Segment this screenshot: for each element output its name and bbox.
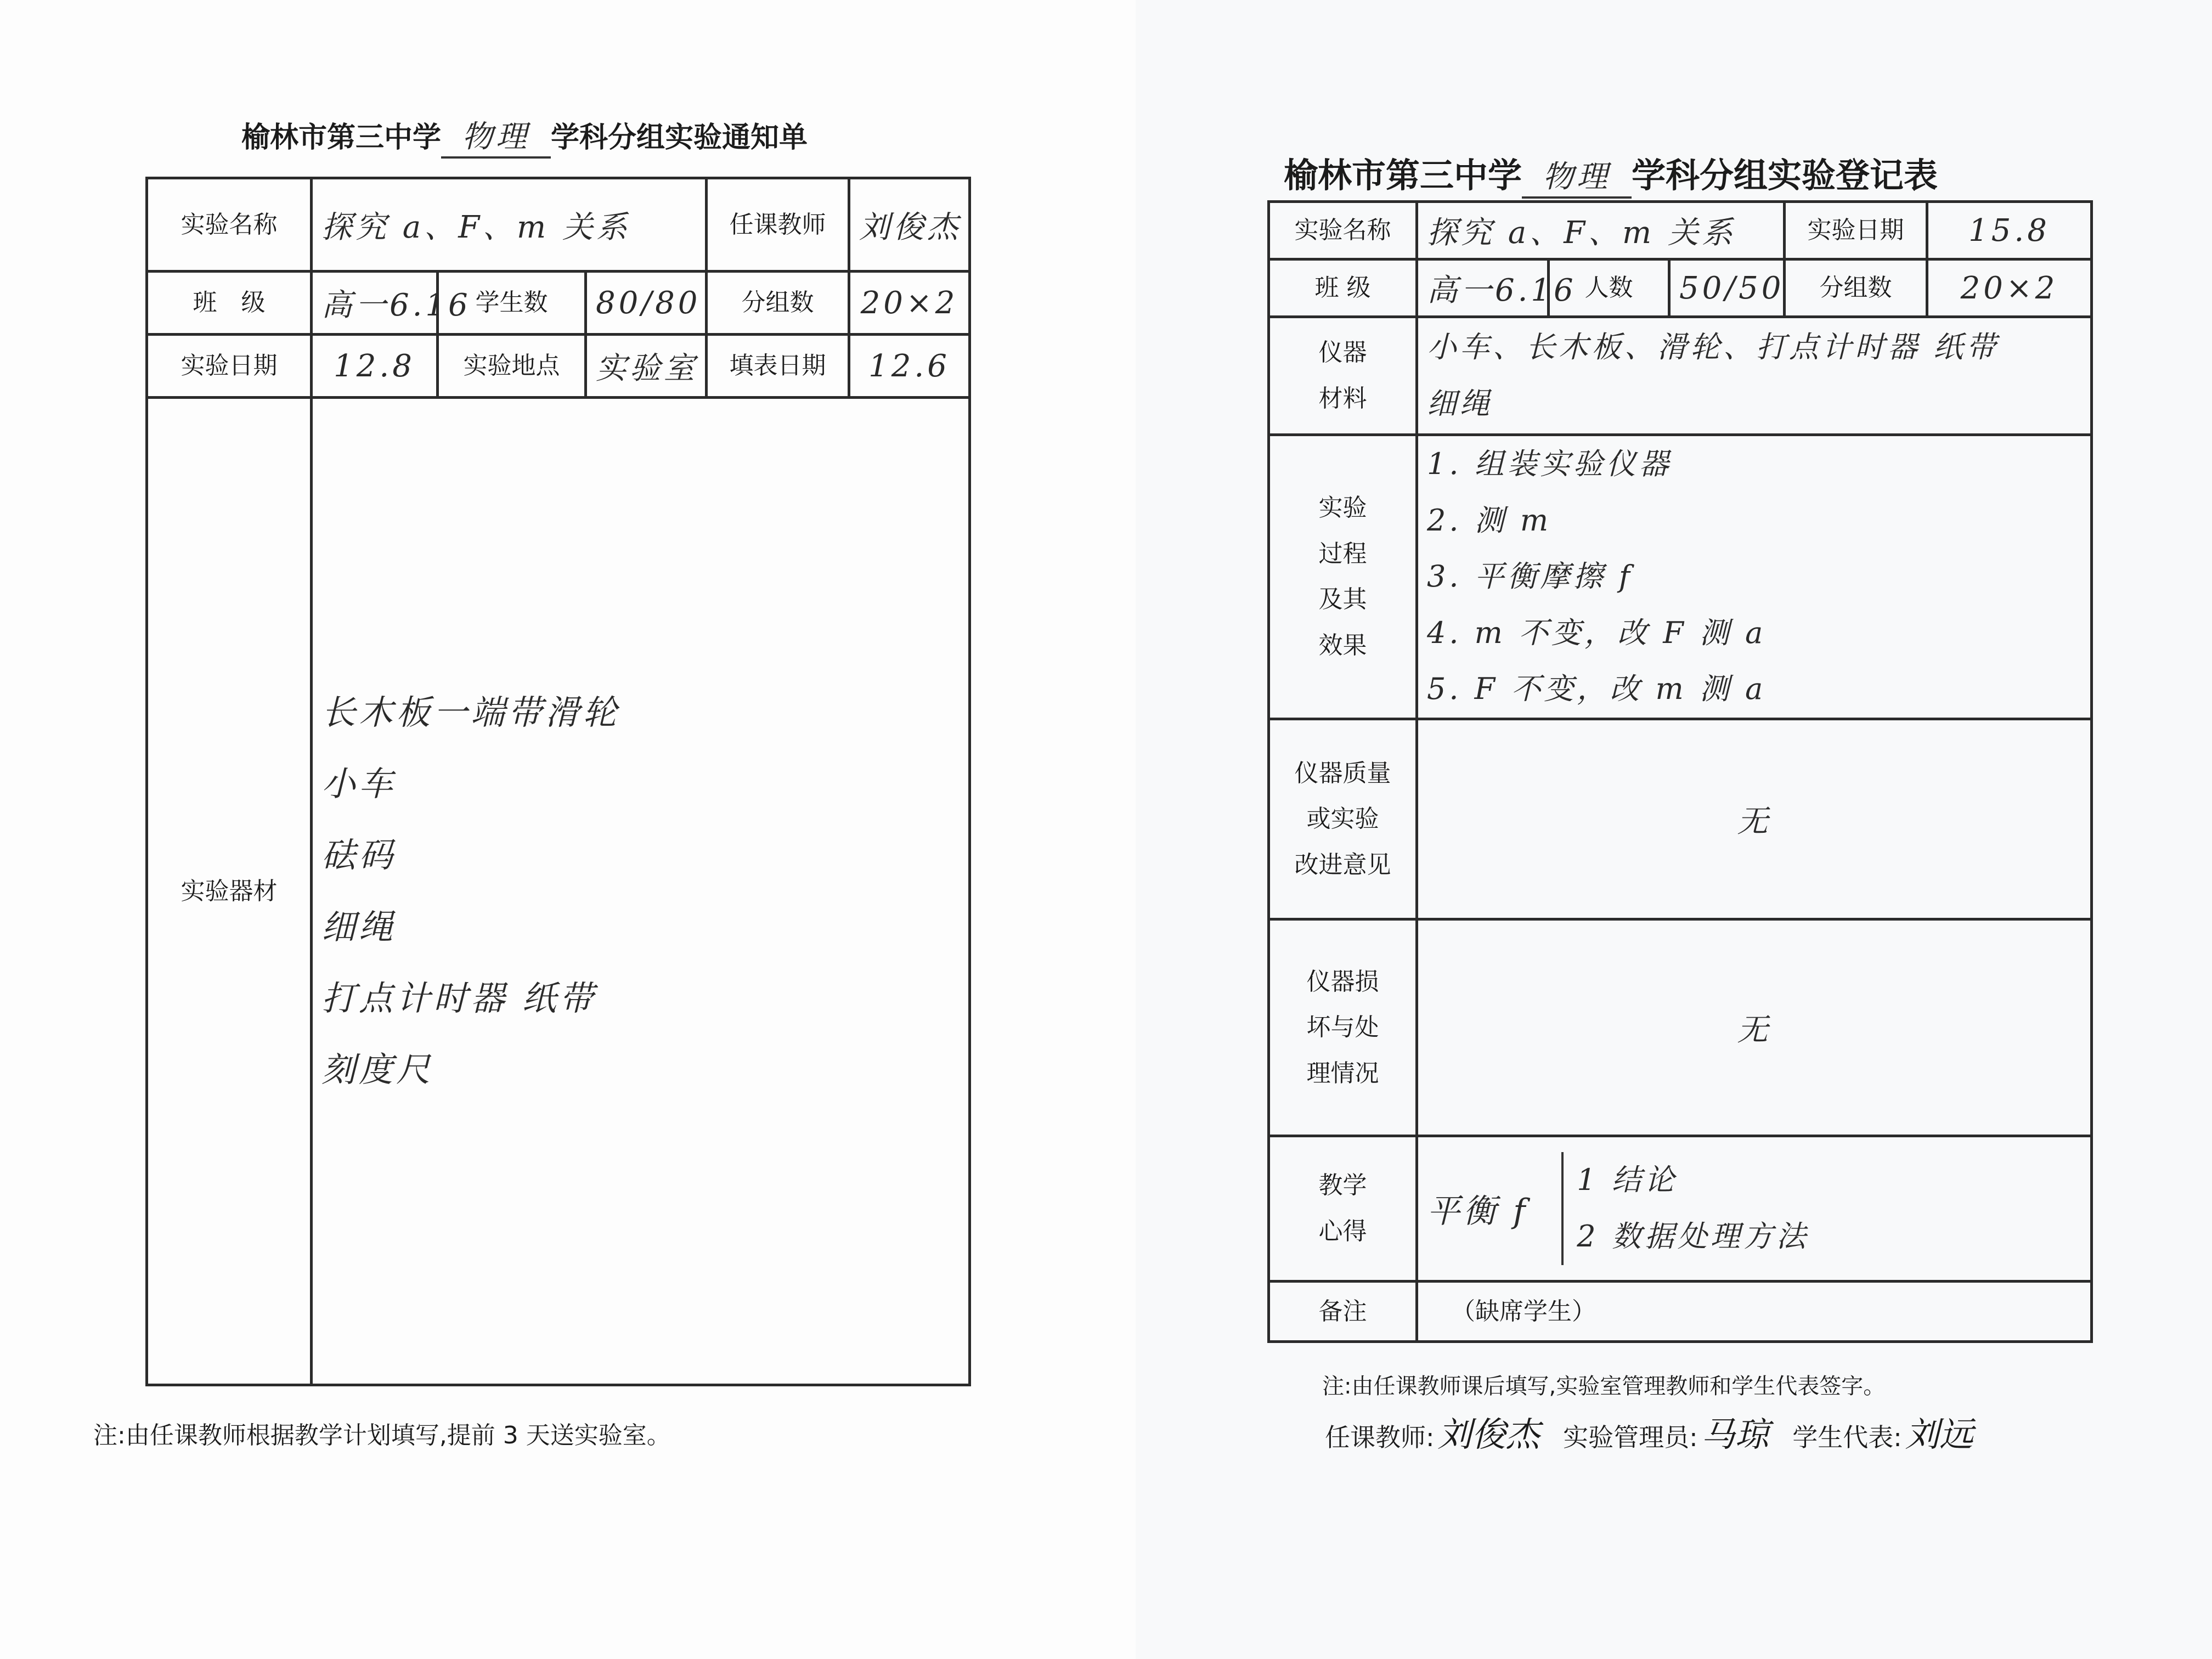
value-place: 实验室 <box>586 335 707 398</box>
process-step: 4. m 不变，改 F 测 a <box>1427 615 1767 650</box>
value-teacher: 刘俊杰 <box>849 178 970 272</box>
value-groups: 20×2 <box>1927 259 2092 317</box>
label-teacher: 任课教师 <box>707 178 849 272</box>
register-sheet <box>1136 0 2212 1659</box>
value-remarks: （缺席学生） <box>1417 1281 2092 1341</box>
notice-footnote: 注:由任课教师根据教学计划填写,提前 3 天送实验室。 <box>93 1421 671 1449</box>
label-experiment-name: 实验名称 <box>1269 202 1417 259</box>
value-class: 高一6.16 <box>1417 259 1549 317</box>
register-footnote: 注:由任课教师课后填写,实验室管理教师和学生代表签字。 <box>1322 1374 1886 1399</box>
label-quality: 仪器质量 或实验 改进意见 <box>1269 719 1417 919</box>
register-table <box>1267 200 2093 1343</box>
value-quality: 无 <box>1417 719 2092 919</box>
value-class: 高一6.16 <box>312 272 438 335</box>
label-damage: 仪器损 坏与处 理情况 <box>1269 919 1417 1136</box>
label-fill-date: 填表日期 <box>707 335 849 398</box>
signature-row <box>1325 1407 1989 1456</box>
equipment-item: 打点计时器 纸带 <box>321 978 597 1018</box>
equipment-item: 刻度尺 <box>321 1049 434 1090</box>
label-students: 学生数 <box>438 272 586 335</box>
value-groups: 20×2 <box>849 272 970 335</box>
admin-signature: 马琼 <box>1701 1414 1769 1454</box>
equipment-list <box>312 398 970 1385</box>
process-step: 3. 平衡摩擦 f <box>1427 559 1633 594</box>
teacher-sign-label: 任课教师: <box>1325 1423 1435 1452</box>
label-process: 实验 过程 及其 效果 <box>1269 435 1417 719</box>
value-people: 50/50 <box>1669 259 1785 317</box>
notice-title: 榆林市第三中学 物理 学科分组实验通知单 <box>241 112 808 159</box>
subject-handwritten: 物理 <box>1522 153 1632 199</box>
process-step: 2. 测 m <box>1427 503 1552 538</box>
subject-handwritten: 物理 <box>441 112 551 159</box>
label-class: 班 级 <box>147 272 312 335</box>
label-place: 实验地点 <box>438 335 586 398</box>
label-people: 人数 <box>1549 259 1669 317</box>
register-title: 榆林市第三中学 物理 学科分组实验登记表 <box>1284 148 1938 199</box>
value-students: 80/80 <box>586 272 707 335</box>
equipment-item: 小车 <box>321 764 397 804</box>
equipment-item: 砝码 <box>321 835 397 876</box>
label-experiment-name: 实验名称 <box>147 178 312 272</box>
label-date: 实验日期 <box>147 335 312 398</box>
label-groups: 分组数 <box>707 272 849 335</box>
label-equipment: 实验器材 <box>147 398 312 1385</box>
label-class: 班 级 <box>1269 259 1417 317</box>
label-reflection: 教学 心得 <box>1269 1136 1417 1281</box>
teacher-signature: 刘俊杰 <box>1437 1414 1540 1454</box>
value-date: 12.8 <box>312 335 438 398</box>
process-step: 5. F 不变，改 m 测 a <box>1427 672 1767 707</box>
value-fill-date: 12.6 <box>849 335 970 398</box>
value-reflection: 平衡 f 1 结论 2 数据处理方法 <box>1417 1136 2092 1281</box>
value-experiment-name: 探究 a、F、m 关系 <box>312 178 707 272</box>
label-remarks: 备注 <box>1269 1281 1417 1341</box>
value-damage: 无 <box>1417 919 2092 1136</box>
value-experiment-date: 15.8 <box>1927 202 2092 259</box>
reflection-left: 平衡 f <box>1427 1192 1529 1231</box>
label-instruments: 仪器 材料 <box>1269 317 1417 435</box>
admin-sign-label: 实验管理员: <box>1563 1423 1698 1452</box>
value-instruments: 小车、长木板、滑轮、打点计时器 纸带 细绳 <box>1417 317 2092 435</box>
notice-table <box>145 177 971 1386</box>
equipment-item: 细绳 <box>321 906 397 947</box>
value-experiment-name: 探究 a、F、m 关系 <box>1417 202 1785 259</box>
label-experiment-date: 实验日期 <box>1785 202 1927 259</box>
equipment-item: 长木板一端带滑轮 <box>321 692 620 732</box>
process-step: 1. 组装实验仪器 <box>1427 447 1672 481</box>
student-sign-label: 学生代表: <box>1792 1423 1902 1452</box>
value-process <box>1417 435 2092 719</box>
student-signature: 刘远 <box>1905 1414 1973 1454</box>
label-groups: 分组数 <box>1785 259 1927 317</box>
